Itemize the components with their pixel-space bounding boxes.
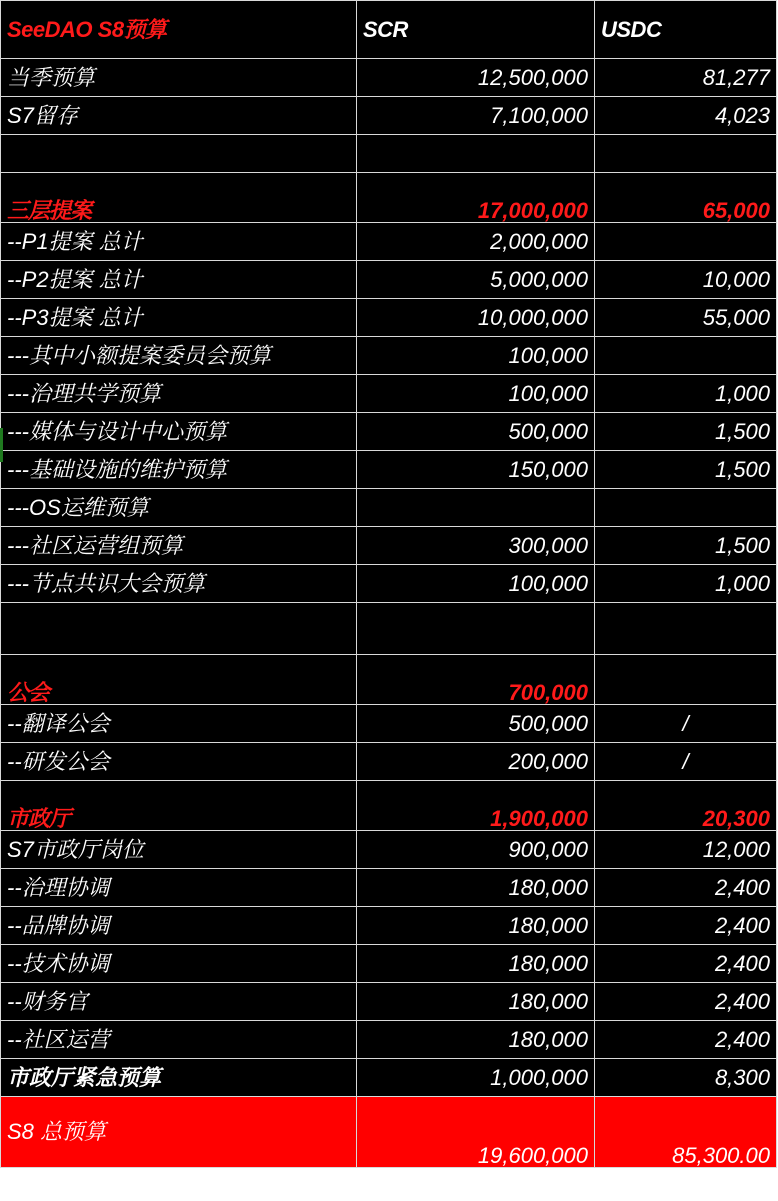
- table-row: [1, 705, 777, 743]
- usdc-value: /: [595, 743, 777, 781]
- table-row: [1, 489, 777, 527]
- usdc-value: [595, 337, 777, 375]
- row-label: ---治理共学预算: [1, 375, 357, 413]
- row-label: 市政厅紧急预算: [1, 1059, 357, 1097]
- scr-value: 180,000: [357, 1021, 595, 1059]
- scr-value: 100,000: [357, 337, 595, 375]
- table-row-emergency: [1, 1059, 777, 1097]
- scr-value: [357, 489, 595, 527]
- scr-value: 150,000: [357, 451, 595, 489]
- section-usdc-value: 20,300: [595, 781, 777, 831]
- row-label: ---其中小额提案委员会预算: [1, 337, 357, 375]
- table-row: [1, 451, 777, 489]
- usdc-value: 2,400: [595, 983, 777, 1021]
- total-row: [1, 1097, 777, 1168]
- usdc-value: 12,000: [595, 831, 777, 869]
- row-label: --社区运营: [1, 1021, 357, 1059]
- row-label: --研发公会: [1, 743, 357, 781]
- row-label: ---OS运维预算: [1, 489, 357, 527]
- usdc-value: 4,023: [595, 97, 777, 135]
- scr-value: 500,000: [357, 705, 595, 743]
- usdc-value: 2,400: [595, 869, 777, 907]
- row-label: S7留存: [1, 97, 357, 135]
- row-label: 当季预算: [1, 59, 357, 97]
- table-row: [1, 527, 777, 565]
- scr-value: 7,100,000: [357, 97, 595, 135]
- row-label: ---社区运营组预算: [1, 527, 357, 565]
- row-label: --品牌协调: [1, 907, 357, 945]
- usdc-value: [595, 489, 777, 527]
- header-row: [1, 1, 777, 59]
- section-label: 公会: [1, 655, 357, 705]
- section-scr-value: 1,900,000: [357, 781, 595, 831]
- table-row: [1, 375, 777, 413]
- usdc-value: 2,400: [595, 945, 777, 983]
- usdc-value: 1,500: [595, 451, 777, 489]
- scr-value: 180,000: [357, 907, 595, 945]
- usdc-value: /: [595, 705, 777, 743]
- row-label: ---基础设施的维护预算: [1, 451, 357, 489]
- row-label: S7市政厅岗位: [1, 831, 357, 869]
- section-label: 三层提案: [1, 173, 357, 223]
- scr-value: 100,000: [357, 375, 595, 413]
- usdc-value: 1,500: [595, 527, 777, 565]
- scr-value: 100,000: [357, 565, 595, 603]
- table-row: [1, 413, 777, 451]
- table-row: [1, 983, 777, 1021]
- usdc-value: [595, 223, 777, 261]
- usdc-value: 1,000: [595, 565, 777, 603]
- cell-selection-marker: [0, 428, 3, 462]
- table-row: [1, 59, 777, 97]
- section-row-city-hall: [1, 781, 777, 831]
- table-row: [1, 869, 777, 907]
- row-label: --翻译公会: [1, 705, 357, 743]
- table-row: [1, 1021, 777, 1059]
- scr-value: 180,000: [357, 983, 595, 1021]
- section-usdc-value: [595, 655, 777, 705]
- scr-value: 500,000: [357, 413, 595, 451]
- row-label: --P3提案 总计: [1, 299, 357, 337]
- column-header-scr: SCR: [357, 1, 595, 59]
- blank-row: [1, 135, 777, 173]
- total-label: S8 总预算: [1, 1097, 357, 1168]
- scr-value: 12,500,000: [357, 59, 595, 97]
- table-row: [1, 97, 777, 135]
- section-row-three-tier: [1, 173, 777, 223]
- usdc-value: 81,277: [595, 59, 777, 97]
- scr-value: 200,000: [357, 743, 595, 781]
- sheet-title: SeeDAO S8预算: [1, 1, 357, 59]
- row-label: --财务官: [1, 983, 357, 1021]
- row-label: --技术协调: [1, 945, 357, 983]
- usdc-value: 55,000: [595, 299, 777, 337]
- usdc-value: 10,000: [595, 261, 777, 299]
- total-scr-value: 19,600,000: [357, 1097, 595, 1168]
- usdc-value: 1,000: [595, 375, 777, 413]
- scr-value: 5,000,000: [357, 261, 595, 299]
- blank-row: [1, 603, 777, 655]
- table-row: [1, 743, 777, 781]
- scr-value: 180,000: [357, 945, 595, 983]
- scr-value: 2,000,000: [357, 223, 595, 261]
- row-label: --P2提案 总计: [1, 261, 357, 299]
- usdc-value: 8,300: [595, 1059, 777, 1097]
- section-row-guild: [1, 655, 777, 705]
- row-label: --治理协调: [1, 869, 357, 907]
- scr-value: 1,000,000: [357, 1059, 595, 1097]
- scr-value: 10,000,000: [357, 299, 595, 337]
- table-row: [1, 945, 777, 983]
- scr-value: 900,000: [357, 831, 595, 869]
- scr-value: 300,000: [357, 527, 595, 565]
- row-label: ---节点共识大会预算: [1, 565, 357, 603]
- column-header-usdc: USDC: [595, 1, 777, 59]
- section-usdc-value: 65,000: [595, 173, 777, 223]
- table-row: [1, 337, 777, 375]
- total-usdc-value: 85,300.00: [595, 1097, 777, 1168]
- table-row: [1, 223, 777, 261]
- table-row: [1, 907, 777, 945]
- table-row: [1, 299, 777, 337]
- usdc-value: 2,400: [595, 1021, 777, 1059]
- usdc-value: 2,400: [595, 907, 777, 945]
- table-row: [1, 261, 777, 299]
- section-scr-value: 700,000: [357, 655, 595, 705]
- table-row: [1, 565, 777, 603]
- table-row: [1, 831, 777, 869]
- section-label: 市政厅: [1, 781, 357, 831]
- row-label: ---媒体与设计中心预算: [1, 413, 357, 451]
- row-label: --P1提案 总计: [1, 223, 357, 261]
- section-scr-value: 17,000,000: [357, 173, 595, 223]
- scr-value: 180,000: [357, 869, 595, 907]
- usdc-value: 1,500: [595, 413, 777, 451]
